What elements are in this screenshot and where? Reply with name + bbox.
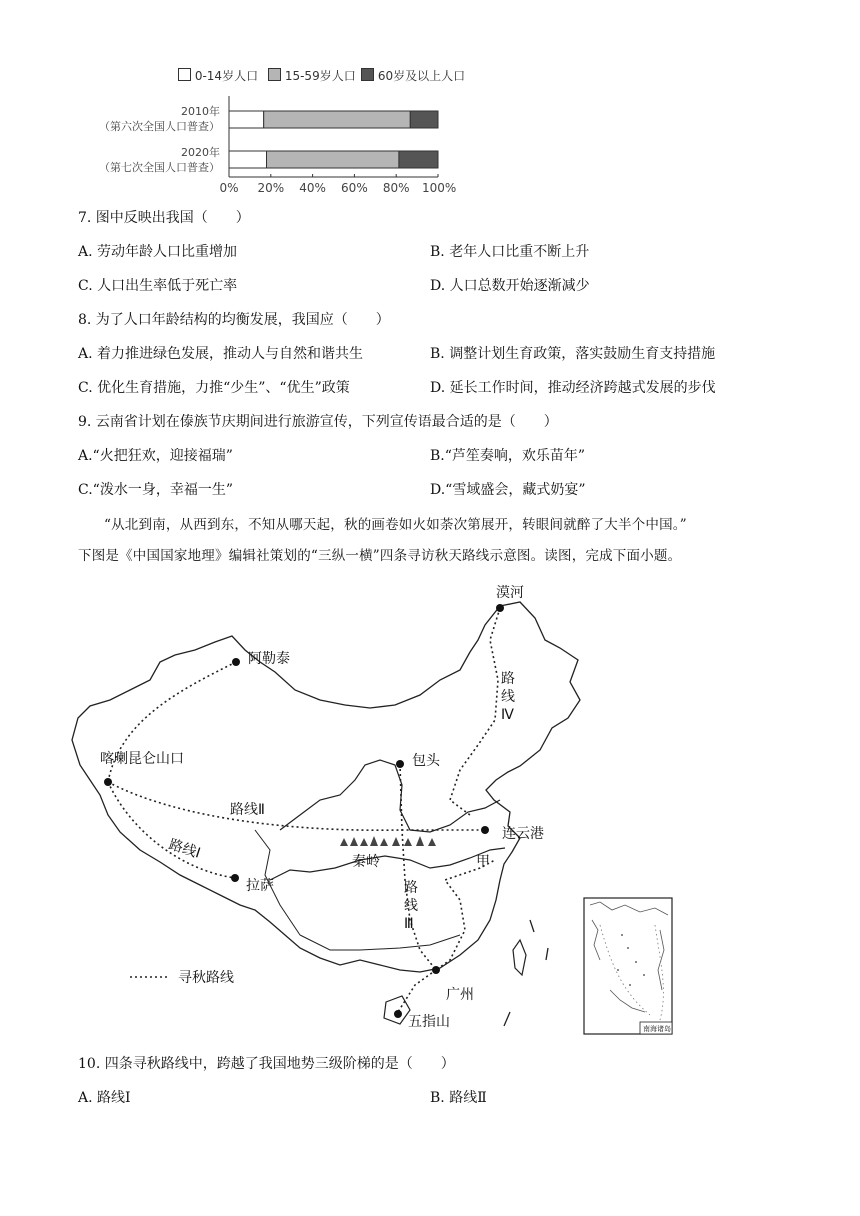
label-qinling: 秦岭 <box>352 854 380 870</box>
plateau-boundary <box>255 830 460 950</box>
svg-text:Ⅳ: Ⅳ <box>501 707 514 723</box>
category-label-2010: 2010年 （第六次全国人口普查） <box>99 105 220 133</box>
intro-line-2: 下图是《中国国家地理》编辑社策划的“三纵一横”四条寻访秋天路线示意图。读图，完成下面小题。 <box>78 548 682 564</box>
china-outline <box>72 602 580 972</box>
inset-label: 南海诸岛 <box>643 1025 671 1033</box>
svg-text:路: 路 <box>501 671 515 687</box>
x-tick-label: 20% <box>257 181 285 195</box>
label-route-2: 路线Ⅱ <box>230 802 265 818</box>
legend-item-0-14: 0-14岁人口 <box>178 67 258 84</box>
x-tick-label: 0% <box>219 181 239 195</box>
hainan-island <box>384 996 410 1024</box>
bar-segment-2010年-60岁及以上人口 <box>410 111 438 128</box>
bar-segment-2010年-15-59岁人口 <box>264 111 411 128</box>
yellow-river <box>280 760 500 832</box>
q10-stem: 10. 四条寻秋路线中，跨越了我国地势三级阶梯的是（ ） <box>78 1056 455 1072</box>
q8-stem: 8. 为了人口年龄结构的均衡发展，我国应（ ） <box>78 312 390 328</box>
q9-option-d[interactable]: D.“雪域盛会，藏式奶宴” <box>430 482 586 498</box>
south-china-sea-inset <box>584 898 672 1034</box>
svg-text:线: 线 <box>404 898 418 914</box>
china-autumn-routes-map <box>0 570 860 1040</box>
bar-segment-2020年-15-59岁人口 <box>267 151 399 168</box>
label-guangzhou: 广州 <box>446 987 474 1003</box>
label-altay: 阿勒泰 <box>248 651 290 667</box>
label-route-1: 路线Ⅰ <box>166 836 203 862</box>
qinling-mountain-icons <box>340 836 436 846</box>
route-2-path <box>108 782 485 830</box>
x-tick-label: 60% <box>341 181 368 195</box>
map-legend-label: 寻秋路线 <box>178 970 234 986</box>
stacked-bar-chart <box>0 0 860 200</box>
label-mohe: 漠河 <box>496 585 524 601</box>
x-tick-label: 100% <box>422 181 457 195</box>
q7-option-c[interactable]: C. 人口出生率低于死亡率 <box>78 278 238 294</box>
q9-stem: 9. 云南省计划在傣族节庆期间进行旅游宣传，下列宣传语最合适的是（ ） <box>78 414 558 430</box>
q8-option-d[interactable]: D. 延长工作时间，推动经济跨越式发展的步伐 <box>430 380 716 396</box>
label-route-4 <box>501 671 515 723</box>
autumn-routes <box>108 608 500 1012</box>
intro-line-1: “从北到南，从西到东，不知从哪天起，秋的画卷如火如荼次第展开，转眼间就醉了大半个中国。” <box>104 517 687 533</box>
label-baotou: 包头 <box>412 753 440 769</box>
island-dashes <box>504 920 548 1026</box>
q7-option-b[interactable]: B. 老年人口比重不断上升 <box>430 244 590 260</box>
label-route-3 <box>404 880 418 932</box>
legend-item-15-59: 15-59岁人口 <box>268 67 356 84</box>
label-jia: 甲 <box>476 854 490 870</box>
x-tick-label: 80% <box>382 181 410 195</box>
q7-option-d[interactable]: D. 人口总数开始逐渐减少 <box>430 278 590 294</box>
q8-option-a[interactable]: A. 着力推进绿色发展，推动人与自然和谐共生 <box>78 346 364 362</box>
q10-option-b[interactable]: B. 路线Ⅱ <box>430 1090 487 1106</box>
label-wuzhishan: 五指山 <box>408 1014 450 1030</box>
label-lhasa: 拉萨 <box>246 878 274 894</box>
bar-segment-2020年-60岁及以上人口 <box>399 151 438 168</box>
yangtze-river <box>270 848 505 880</box>
route-1-path <box>108 782 235 878</box>
svg-text:线: 线 <box>501 689 515 705</box>
q8-option-c[interactable]: C. 优化生育措施，力推“少生”、“优生”政策 <box>78 380 350 396</box>
q9-option-c[interactable]: C.“泼水一身，幸福一生” <box>78 482 233 498</box>
svg-text:路: 路 <box>404 880 418 896</box>
label-kunlun: 喀喇昆仑山口 <box>100 751 184 767</box>
q9-option-a[interactable]: A.“火把狂欢，迎接福瑞” <box>78 448 233 464</box>
bar-segment-2020年-0-14岁人口 <box>229 151 267 168</box>
label-lianyungang: 连云港 <box>502 826 544 842</box>
q7-option-a[interactable]: A. 劳动年龄人口比重增加 <box>78 244 238 260</box>
legend-item-60plus: 60岁及以上人口 <box>361 67 465 84</box>
bar-segment-2010年-0-14岁人口 <box>229 111 264 128</box>
city-dots <box>104 604 504 1018</box>
taiwan-island <box>513 940 526 975</box>
x-tick-label: 40% <box>299 181 326 195</box>
category-label-2020: 2020年 （第七次全国人口普查） <box>99 146 220 174</box>
q8-option-b[interactable]: B. 调整计划生育政策，落实鼓励生育支持措施 <box>430 346 716 362</box>
q9-option-b[interactable]: B.“芦笙奏响，欢乐苗年” <box>430 448 586 464</box>
q7-stem: 7. 图中反映出我国（ ） <box>78 210 250 226</box>
q10-option-a[interactable]: A. 路线Ⅰ <box>78 1090 131 1106</box>
route-hainan-path <box>398 970 436 1012</box>
svg-text:Ⅲ: Ⅲ <box>404 916 414 932</box>
